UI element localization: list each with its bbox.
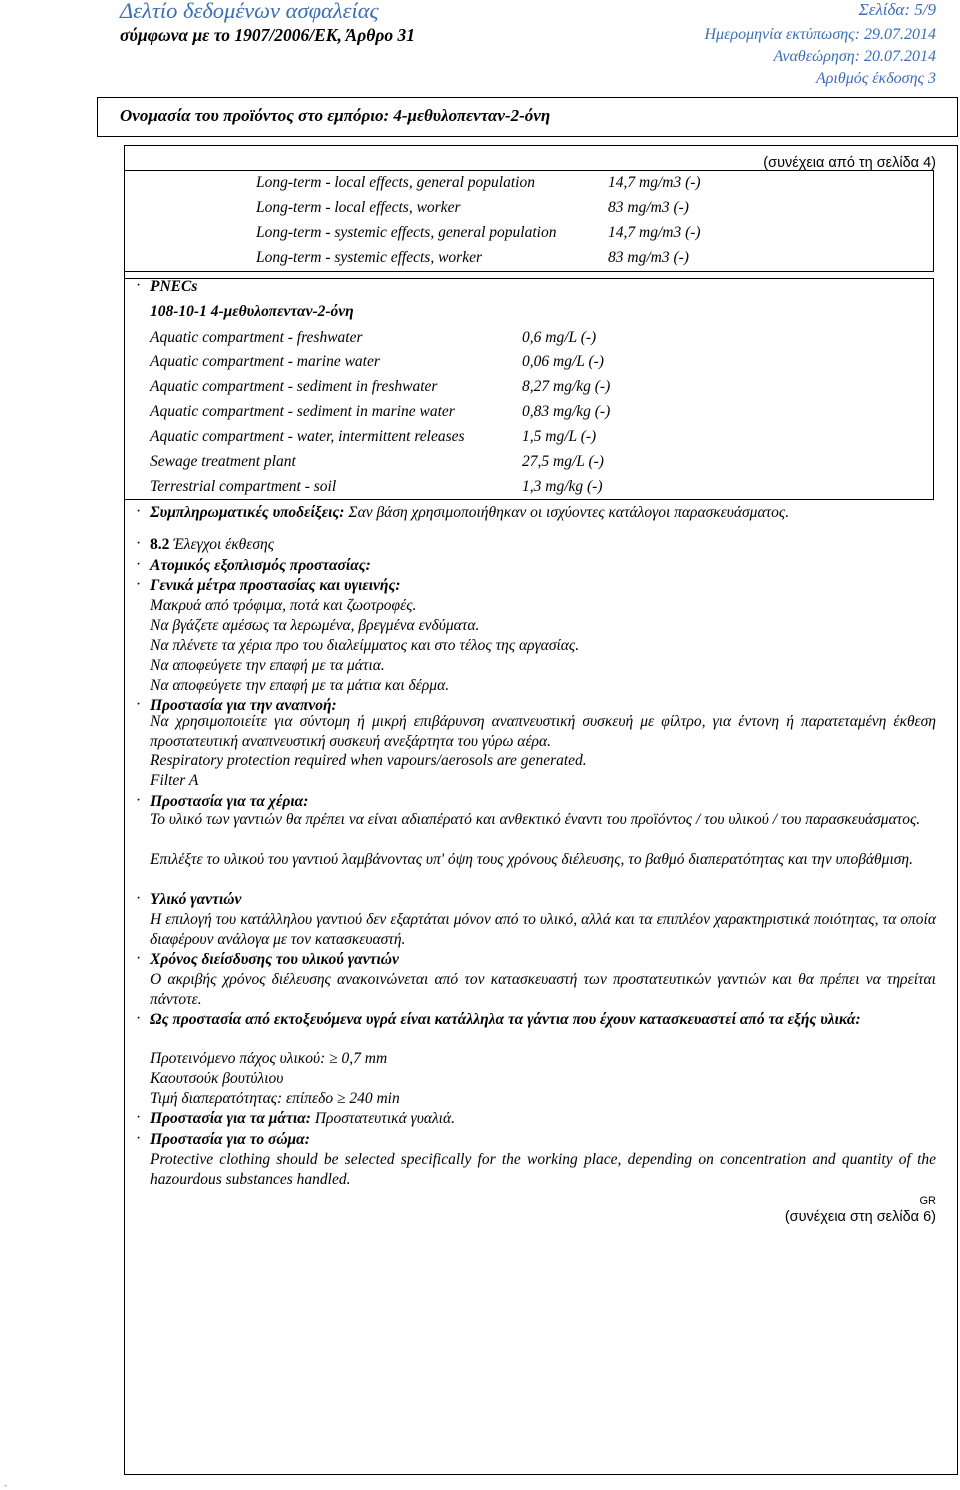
general-measure-line: Να αποφεύγετε την επαφή με τα μάτια και δέρμα. (150, 677, 450, 694)
corner-mark: - (4, 1480, 7, 1490)
supplementary-note (150, 504, 789, 522)
general-measure-line: Μακρυά από τρόφιμα, ποτά και ζωοτροφές. (150, 597, 417, 614)
eye-protection-heading: Προστασία για τα μάτια: (150, 1110, 311, 1127)
respiratory-text: Να χρησιμοποιείτε για σύντομη ή μικρή επιβάρυνση αναπνευστική συσκευή με φίλτρο, για έντονη ή παρατεταμένη έκθεση προστατευτική αναπνευστική συσκευή ανεξάρτητα του γύρω αέρα. (150, 713, 936, 750)
pnec-row-value: 8,27 mg/kg (-) (522, 378, 611, 395)
permeation-value: 240 min (345, 1090, 400, 1107)
penetration-time-heading: Χρόνος διείσδυσης του υλικού γαντιών (150, 951, 399, 968)
pnec-row-value: 0,6 mg/L (-) (522, 329, 597, 346)
hand-protection-heading: Προστασία για τα χέρια: (150, 793, 309, 810)
body-protection-text: Protective clothing should be selected specifically for the working place, depending on concentration and quantity of the hazourdous substances handled. (150, 1151, 936, 1188)
pnec-heading: PNECs (150, 278, 198, 295)
glove-material-heading: Υλικό γαντιών (150, 891, 242, 908)
thickness-line (150, 1050, 387, 1068)
bullet-dot: · (136, 950, 142, 967)
eye-protection-text: Προστατευτικά γυαλιά. (310, 1110, 455, 1127)
pnec-row-value: 1,5 mg/L (-) (522, 428, 597, 445)
product-name: Ονομασία του προϊόντος στο εμπόριο: 4-μεθυλοπενταν-2-όνη (120, 106, 551, 125)
pnec-row-value: 1,3 mg/kg (-) (522, 478, 603, 495)
respiratory-heading: Προστασία για την αναπνοή: (150, 697, 337, 714)
general-measure-line: Να βγάζετε αμέσως τα λερωμένα, βρεγμένα ενδύματα. (150, 617, 480, 634)
country-code: GR (919, 1195, 936, 1207)
pnec-row-value: 0,83 mg/kg (-) (522, 403, 611, 420)
dnel-row-label: Long-term - systemic effects, worker (256, 249, 482, 266)
bullet-dot: · (136, 792, 142, 809)
hand-protection-text: Επιλέξτε το υλικού του γαντιού λαμβάνοντας υπ' όψη τους χρόνους διέλευσης, το βαθμό διαπερατότητας και την υποβάθμιση. (150, 851, 913, 868)
greater-equal-symbol: ≥ (336, 1090, 346, 1107)
regulation-subtitle: σύμφωνα με το 1907/2006/ΕΚ, Άρθρο 31 (120, 25, 415, 45)
revision-date: Αναθεώρηση: 20.07.2014 (773, 48, 936, 65)
pnec-row-label: Terrestrial compartment - soil (150, 478, 337, 495)
dnel-row-label: Long-term - systemic effects, general population (256, 224, 557, 241)
glove-material: Καουτσούκ βουτύλιου (150, 1070, 284, 1087)
section-title: Έλεγχοι έκθεσης (169, 536, 275, 553)
bullet-dot: · (136, 503, 142, 520)
print-date: Ημερομηνία εκτύπωσης: 29.07.2014 (704, 26, 936, 43)
document-title: Δελτίο δεδομένων ασφαλείας (120, 0, 379, 23)
dnel-row-value: 14,7 mg/m3 (-) (608, 224, 701, 241)
supplementary-label: Συμπληρωματικές υποδείξεις: (150, 504, 345, 521)
permeation-label: Τιμή διαπερατότητας: επίπεδο (150, 1090, 334, 1107)
pnec-row-value: 27,5 mg/L (-) (522, 453, 604, 470)
respiratory-filter: Filter A (150, 772, 199, 789)
bullet-dot: · (136, 1130, 142, 1147)
pnec-row-label: Aquatic compartment - sediment in marine water (150, 403, 455, 420)
dnel-row-label: Long-term - local effects, general population (256, 174, 535, 191)
dnel-row-value: 83 mg/m3 (-) (608, 199, 689, 216)
section-number: 8.2 (150, 536, 170, 553)
continued-from-note: (συνέχεια από τη σελίδα 4) (763, 155, 936, 171)
bullet-dot: · (136, 277, 142, 294)
respiratory-line: Respiratory protection required when vapours/aerosols are generated. (150, 752, 587, 769)
hand-protection-text: Το υλικό των γαντιών θα πρέπει να είναι αδιαπέρατό και ανθεκτικό έναντι του προϊόντος / του υλικού / του παρασκευάσματος. (150, 811, 921, 828)
bullet-dot: · (136, 1109, 142, 1126)
body-protection-heading: Προστασία για το σώμα: (150, 1131, 310, 1148)
version-number: Αριθμός έκδοσης 3 (815, 70, 936, 87)
bullet-dot: · (136, 576, 142, 593)
section-8-2-title (150, 536, 274, 554)
eye-protection (150, 1110, 455, 1128)
glove-material-text: Η επιλογή του κατάλληλου γαντιού δεν εξαρτάται μόνον από το υλικό, αλλά και τα επιπλέον χαρακτηριστικά ποιότητας, τα οποία διαφέρουν ανάλογα με τον κατασκευαστή. (150, 911, 936, 948)
pnec-row-label: Sewage treatment plant (150, 453, 296, 470)
general-measure-line: Να πλένετε τα χέρια προ του διαλείμματος και στο τέλος της αργασίας. (150, 637, 580, 654)
pnec-row-value: 0,06 mg/L (-) (522, 353, 604, 370)
general-measure-line: Να αποφεύγετε την επαφή με τα μάτια. (150, 657, 385, 674)
page-number: Σελίδα: 5/9 (858, 0, 936, 19)
pnec-row-label: Aquatic compartment - water, intermittent releases (150, 428, 465, 445)
thickness-value: 0,7 mm (337, 1050, 388, 1067)
thickness-label: Προτεινόμενο πάχος υλικού: (150, 1050, 326, 1067)
dnel-row-value: 14,7 mg/m3 (-) (608, 174, 701, 191)
pnec-row-label: Aquatic compartment - freshwater (150, 329, 363, 346)
dnel-row-value: 83 mg/m3 (-) (608, 249, 689, 266)
general-measures-heading: Γενικά μέτρα προστασίας και υγιεινής: (150, 577, 401, 594)
splash-protection-heading: Ως προστασία από εκτοξευόμενα υγρά είναι κατάλληλα τα γάντια που έχουν κατασκευαστεί από τα εξής υλικά: (150, 1011, 861, 1028)
permeation-line (150, 1090, 400, 1108)
bullet-dot: · (136, 535, 142, 552)
pnec-substance: 108-10-1 4-μεθυλοπενταν-2-όνη (150, 303, 354, 320)
bullet-dot: · (136, 556, 142, 573)
bullet-dot: · (136, 1010, 142, 1027)
penetration-time-text: Ο ακριβής χρόνος διέλευσης ανακοινώνεται από τον κατασκευαστή των προστατευτικών γαντιών και θα πρέπει να τηρείται πάντοτε. (150, 971, 936, 1008)
pnec-row-label: Aquatic compartment - sediment in freshwater (150, 378, 438, 395)
continued-to-note: (συνέχεια στη σελίδα 6) (784, 1209, 936, 1225)
dnel-row-label: Long-term - local effects, worker (256, 199, 461, 216)
bullet-dot: · (136, 890, 142, 907)
greater-equal-symbol: ≥ (329, 1050, 338, 1067)
supplementary-text: Σαν βάση χρησιμοποιήθηκαν οι ισχύοντες κατάλογοι παρασκευάσματος. (344, 504, 790, 521)
pnec-row-label: Aquatic compartment - marine water (150, 353, 380, 370)
ppe-heading: Ατομικός εξοπλισμός προστασίας: (150, 557, 371, 574)
bullet-dot: · (136, 696, 142, 713)
